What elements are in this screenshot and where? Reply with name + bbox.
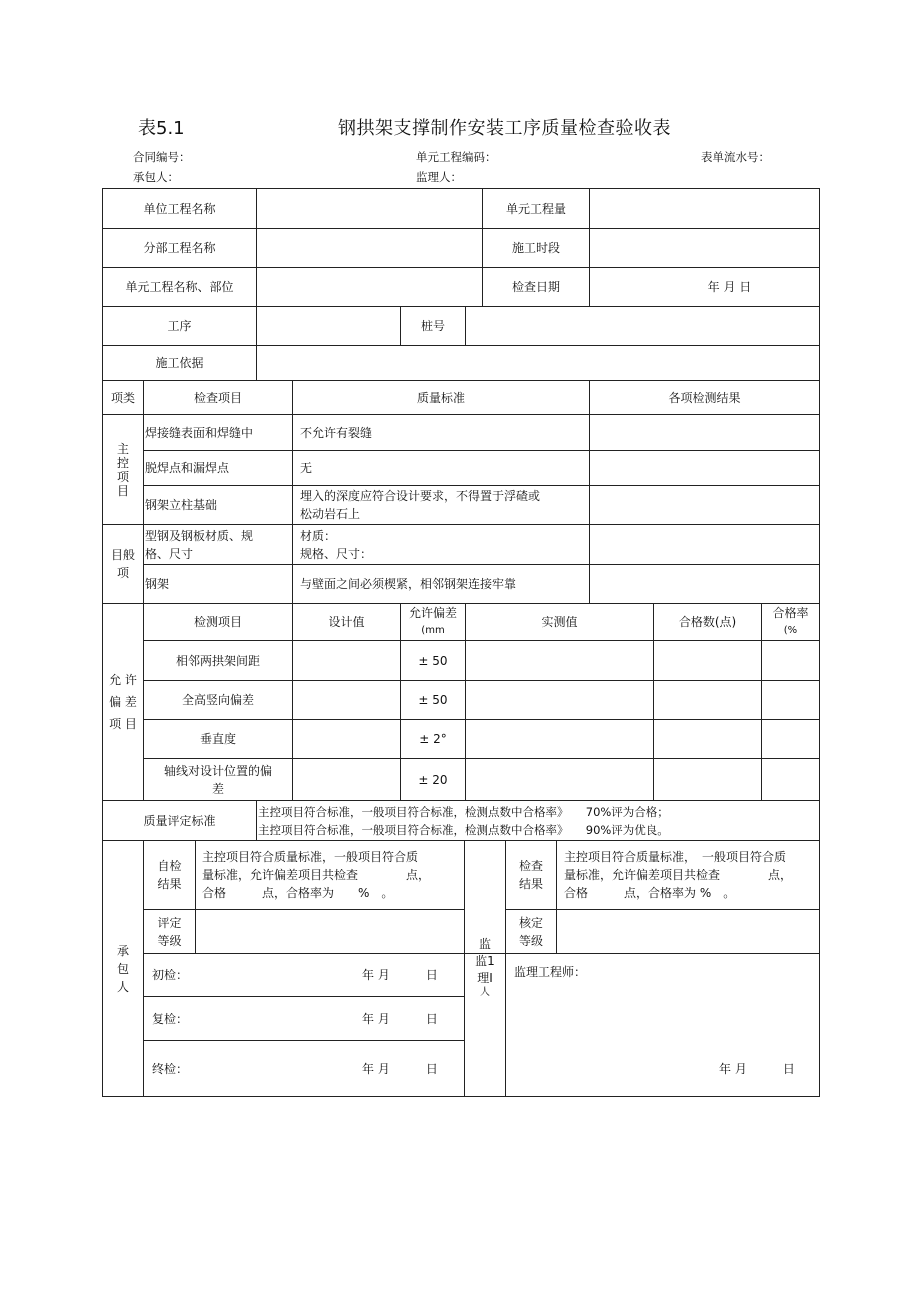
tol-item-spacing: 相邻两拱架间距: [175, 653, 260, 668]
main-result-column-base[interactable]: [590, 486, 819, 524]
rating-label: 评定 等级: [157, 915, 182, 948]
tol-design-header: 设计值: [328, 615, 365, 629]
table-number: 表5.1: [138, 118, 185, 139]
engineer-label: 监理工程师：: [514, 965, 587, 979]
contractor-section-label: 承 包 人: [116, 943, 129, 994]
main-control-label: 主控项目: [116, 441, 129, 498]
main-result-weld[interactable]: [590, 415, 819, 450]
general-item-material: 型钢及钢板材质、规 格、尺寸: [145, 528, 254, 561]
supervisor-section-label: 监 监1 理I 人: [475, 937, 495, 998]
tol-pass-rate-header: 合格率 (%: [772, 606, 809, 636]
results-header: 各项检测结果: [668, 390, 741, 405]
unit-element-quantity-field[interactable]: [590, 189, 819, 228]
division-name-field[interactable]: [257, 229, 482, 267]
re-check-label: 复检：: [152, 1011, 189, 1026]
serial-no-label: 表单流水号：: [701, 150, 770, 164]
quality-eval-label: 质量评定标准: [143, 813, 216, 828]
general-result-material[interactable]: [590, 525, 819, 564]
first-check-label: 初检：: [152, 968, 189, 982]
main-standard-missed-weld: 无: [300, 461, 313, 475]
unit-project-name-field[interactable]: [257, 189, 482, 228]
unit-code-label: 单元工程编码：: [416, 150, 497, 164]
contractor-label: 承包人：: [133, 170, 179, 184]
general-item-frame: 钢架: [145, 577, 170, 591]
general-result-frame[interactable]: [590, 565, 819, 603]
construction-period-label: 施工时段: [511, 241, 560, 255]
first-check-date: 年 月 日: [362, 968, 438, 982]
general-standard-frame: 与壁面之间必须楔紧，相邻钢架连接牢靠: [300, 577, 517, 591]
main-standard-column-base: 埋入的深度应符合设计要求，不得置于浮碴或 松动岩石上: [300, 489, 541, 521]
re-check-date: 年 月 日: [362, 1011, 438, 1026]
construction-basis-field[interactable]: [257, 346, 819, 380]
verify-label: 核定 等级: [518, 915, 543, 948]
final-check-date: 年 月 日: [362, 1061, 438, 1076]
inspection-date-field[interactable]: 年 月 日: [707, 280, 752, 294]
division-name-label: 分部工程名称: [143, 241, 216, 255]
contract-no-label: 合同编号：: [133, 150, 191, 164]
rating-field[interactable]: [196, 910, 464, 953]
element-name-location-field[interactable]: [257, 268, 482, 306]
main-item-missed-weld: 脱焊点和漏焊点: [145, 461, 230, 475]
unit-project-name-label: 单位工程名称: [143, 201, 216, 216]
supervisor-date: 年 月 日: [719, 1062, 795, 1076]
tol-item-verticality: 垂直度: [199, 732, 236, 746]
self-check-text: 主控项目符合质量标准，一般项目符合质 量标准，允许偏差项目共检查 点， 合格 点，合格率为 % 。: [202, 850, 431, 900]
general-label: 目般 项: [110, 548, 135, 580]
general-standard-material: 材质： 规格、尺寸：: [300, 528, 373, 561]
check-item-header: 检查项目: [193, 390, 242, 405]
tol-pass-count-header: 合格数(点): [678, 615, 737, 629]
process-label: 工序: [167, 319, 192, 333]
tolerance-label: 允 许 偏 差 项 目: [109, 673, 137, 731]
supervisor-label: 监理人：: [416, 170, 462, 184]
construction-period-field[interactable]: [590, 229, 819, 267]
tol-allow-axis: ± 20: [418, 772, 448, 787]
check-result-text: 主控项目符合质量标准， 一般项目符合质 量标准，允许偏差项目共检查 点， 合格 点，合格率为 % 。: [564, 850, 793, 900]
tol-item-vertical-dev: 全高竖向偏差: [181, 693, 254, 707]
tol-allow-spacing: ± 50: [418, 653, 448, 668]
inspection-date-label: 检查日期: [511, 280, 560, 294]
main-item-weld: 焊接缝表面和焊缝中: [145, 425, 254, 440]
tol-item-axis: 轴线对设计位置的偏 差: [163, 763, 272, 796]
main-standard-weld: 不允许有裂缝: [300, 425, 373, 440]
tol-allow-vertical-dev: ± 50: [418, 693, 448, 707]
quality-standard-header: 质量标准: [416, 390, 465, 405]
check-result-label: 检查 结果: [518, 859, 543, 891]
final-check-label: 终检：: [152, 1061, 189, 1076]
self-check-label: 自检 结果: [157, 859, 182, 891]
tol-allow-header: 允许偏差 (mm: [408, 606, 457, 636]
category-header: 项类: [110, 390, 135, 405]
unit-element-quantity-label: 单元工程量: [505, 201, 566, 216]
station-no-label: 桩号: [420, 319, 445, 333]
construction-basis-label: 施工依据: [155, 356, 204, 370]
tol-allow-verticality: ± 2°: [419, 732, 447, 746]
main-result-missed-weld[interactable]: [590, 451, 819, 485]
verify-field[interactable]: [557, 910, 819, 953]
quality-eval-text: 主控项目符合标准，一般项目符合标准，检测点数中合格率》 70%评为合格； 主控项目符合标准，一般项目符合标准，检测点数中合格率》 90%评为优良。: [258, 804, 669, 837]
tol-measured-header: 实测值: [541, 615, 578, 629]
process-field[interactable]: [257, 307, 400, 345]
page-title: 钢拱架支撑制作安装工序质量检查验收表: [338, 118, 671, 139]
main-item-column-base: 钢架立柱基础: [145, 498, 218, 512]
station-no-field[interactable]: [466, 307, 819, 345]
element-name-location-label: 单元工程名称、部位: [125, 280, 234, 294]
tol-item-header: 检测项目: [193, 615, 242, 629]
